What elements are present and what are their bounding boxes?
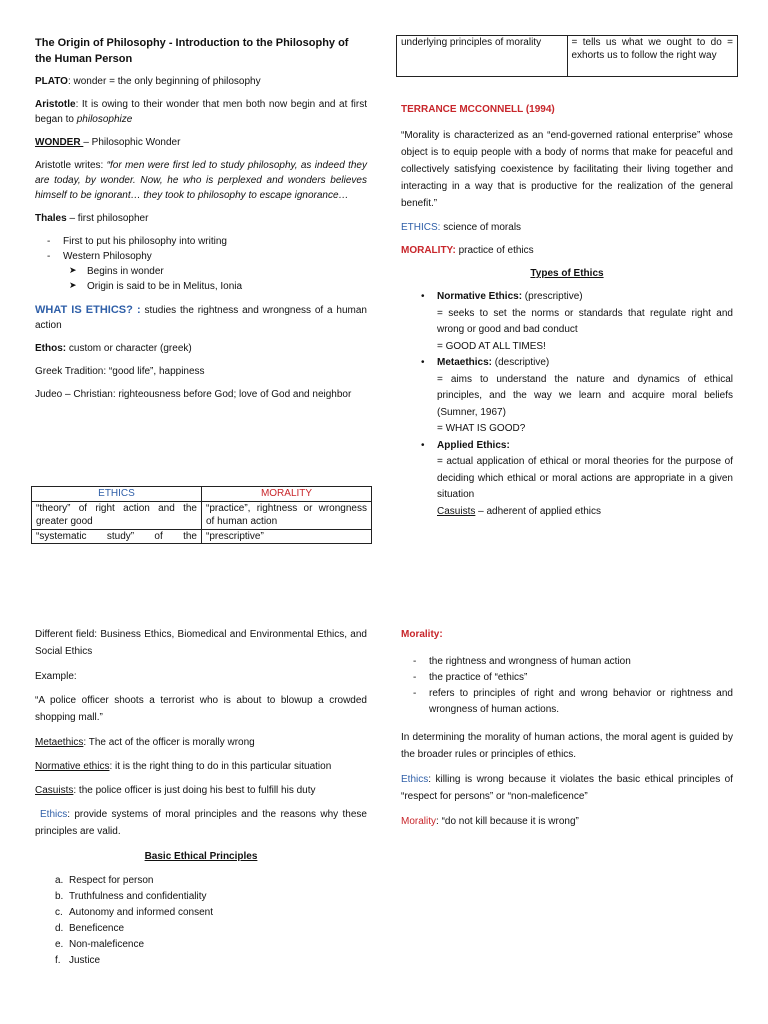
list-item: - the practice of “ethics” [401,670,733,686]
list-item [35,873,367,889]
list-item: - the rightness and wrongness of human action [401,654,733,670]
ethics-killing-label: Ethics [401,774,429,785]
list-item: ➤ Origin is said to be in Melitus, Ionia [65,279,367,294]
morality-text: practice of ethics [455,245,534,256]
ethics-science-line [401,220,733,235]
morality-kill [401,814,733,829]
thales-text: – first philosopher [66,212,149,224]
ethics-morality-table-wrap [31,486,372,544]
table-header-ethics: ETHICS [32,487,202,502]
list-item [35,921,367,937]
list-item: ➤ Begins in wonder [65,264,367,279]
example-quote: “A police officer shoots a terrorist who is about to blowup a crowded shopping mall.” [35,695,367,723]
metaethics-example-text: : The act of the officer is morally wrong [83,737,255,748]
aristotle-text: : It is owing to their wonder that men both now begin and at first began to [35,98,367,125]
casuists-line [437,504,733,521]
mcconnell-heading: TERRANCE MCCONNELL (1994) [401,104,555,115]
list-marker: f. [55,955,61,966]
casuists-example-text: : the police officer is just doing his best to fulfill his duty [73,785,316,796]
what-is-ethics-line [35,302,367,334]
types-of-ethics-list [401,289,733,520]
ethics-killing [401,772,733,805]
ethics-text: science of morals [440,222,522,233]
plato-label: PLATO [35,75,68,87]
morality-practice-line [401,243,733,258]
metaethics-label: Metaethics: [437,357,493,368]
what-is-ethics-heading: WHAT IS ETHICS? : [35,303,141,316]
normative-example-text: : it is the right thing to do in this particular situation [109,761,332,772]
list-text: Autonomy and informed consent [69,907,213,918]
metaethics-example [35,735,367,750]
left-top-column [35,36,367,402]
list-text: Justice [69,955,101,966]
plato-text: : wonder = the only beginning of philosophy [67,75,261,87]
ethics-killing-text: : killing is wrong because it violates the basic ethical principles of “respect for persons” or “non-maleficence” [401,774,733,802]
casuists-text: – adherent of applied ethics [475,505,602,517]
plato-line [35,74,367,89]
table-cell: “prescriptive” [202,529,372,544]
thales-line [35,211,367,226]
ethos-text: custom or character (greek) [66,343,192,355]
greek-tradition: Greek Tradition: “good life”, happiness [35,366,205,378]
table-header-morality: MORALITY [202,487,372,502]
morality-label: MORALITY: [401,245,456,256]
list-item: - refers to principles of right and wrong behavior or rightness and wrongness of human actions. [401,686,733,718]
ethics-systems-label: Ethics [40,809,68,820]
basic-principles-title: Basic Ethical Principles [144,851,258,862]
list-text: Truthfulness and confidentiality [69,891,207,902]
metaethics-example-label: Metaethics [35,737,84,748]
ethos-label: Ethos: [35,343,67,355]
morality-kill-label: Morality [401,816,437,827]
normative-text: (prescriptive) [522,291,583,302]
ethos-line [35,341,367,356]
applied-desc: = actual application of ethical or moral theories for the purpose of deciding which ethical or moral actions are appropriate in a given situation [437,456,733,500]
list-item [401,355,733,438]
table-cell: “theory” of right action and the greater good [32,501,202,529]
wonder-line [35,135,367,150]
mcconnell-quote: “Morality is characterized as an “end-governed rational enterprise” whose object is to equip people with a body of norms that make for peaceful and collectively satisfying coexistence by facilitating their living together and interacting in a way that is productive for the realization of the general benefit.” [401,130,733,209]
casuists-label: Casuists [437,505,476,517]
table-cell: underlying principles of morality [397,36,568,77]
types-of-ethics-title: Types of Ethics [530,268,604,279]
normative-example [35,759,367,774]
list-item: - Western Philosophy [35,249,367,264]
list-item [35,937,367,953]
aristotle-label: Aristotle [35,98,76,110]
list-text: Respect for person [69,875,154,886]
western-sublist [65,264,367,294]
determining-morality: In determining the morality of human actions, the moral agent is guided by the broader rules or principles of ethics. [401,732,733,760]
normative-example-label: Normative ethics [35,761,110,772]
applied-label: Applied Ethics: [437,439,510,451]
aristotle-line [35,97,367,127]
normative-label: Normative Ethics: [437,291,523,302]
right-top-column [401,102,733,520]
list-text: Non-maleficence [69,939,145,950]
morality-heading: Morality: [401,629,443,640]
list-item [401,438,733,521]
casuists-example [35,783,367,798]
ethics-systems [35,807,367,840]
ethics-systems-text: : provide systems of moral principles and the reasons why these principles are valid. [35,809,367,837]
thales-label: Thales [35,212,67,224]
aristotle-quote: “for men were first led to study philosophy, as indeed they are today, by wonder. Now, he who is perplexed and wonders believes himself to be ignorant… they took to philosophy to escape ignorance… [35,159,367,201]
list-marker: d. [55,923,64,934]
table-cell: = tells us what we ought to do = exhorts us to follow the right way [567,36,738,77]
list-marker: b. [55,891,64,902]
list-item: - First to put his philosophy into writing [35,234,367,249]
list-text: Beneficence [69,923,125,934]
morality-kill-text: : “do not kill because it is wrong” [436,816,579,827]
list-marker: a. [55,875,64,886]
judeo-christian: Judeo – Christian: righteousness before God; love of God and neighbor [35,389,352,401]
table-row [32,529,372,544]
aristotle-writes [35,158,367,203]
list-item [35,905,367,921]
ethics-label: ETHICS: [401,222,441,233]
thales-list [35,234,367,264]
list-item [35,953,367,969]
list-item [401,289,733,355]
table-row [32,501,372,529]
table-cell: “systematic study” of the [32,529,202,544]
wonder-label: WONDER [35,136,84,148]
morality-list [401,654,733,718]
ethics-morality-table [31,486,372,544]
aristotle-writes-label: Aristotle writes: [35,159,107,171]
metaethics-desc: = aims to understand the nature and dynamics of ethical principles, and the way we learn and acquire moral beliefs (Sumner, 1967) [437,373,733,418]
principles-table [396,35,738,77]
metaethics-good: = WHAT IS GOOD? [437,423,526,434]
wonder-text: – Philosophic Wonder [83,136,181,148]
list-marker: e. [55,939,64,950]
list-item [35,889,367,905]
normative-good: = GOOD AT ALL TIMES! [437,340,546,352]
normative-desc: = seeks to set the norms or standards that regulate right and wrong or good and bad conduct [437,307,733,335]
document-title: The Origin of Philosophy - Introduction to the Philosophy of the Human Person [35,37,349,65]
table-row [397,36,738,77]
metaethics-text: (descriptive) [492,357,550,368]
aristotle-italic: philosophize [76,113,133,125]
example-label: Example: [35,671,77,682]
different-fields: Different field: Business Ethics, Biomedical and Environmental Ethics, and Social Ethics [35,629,367,657]
casuists-example-label: Casuists [35,785,74,796]
basic-principles-list [35,873,367,969]
ethics-definition: studies the rightness and wrongness of a human action [35,304,367,332]
right-bottom-column [401,627,733,829]
list-marker: c. [55,907,63,918]
principles-table-wrap [396,35,738,77]
left-bottom-column [35,627,367,969]
table-cell: “practice”, rightness or wrongness of human action [202,501,372,529]
